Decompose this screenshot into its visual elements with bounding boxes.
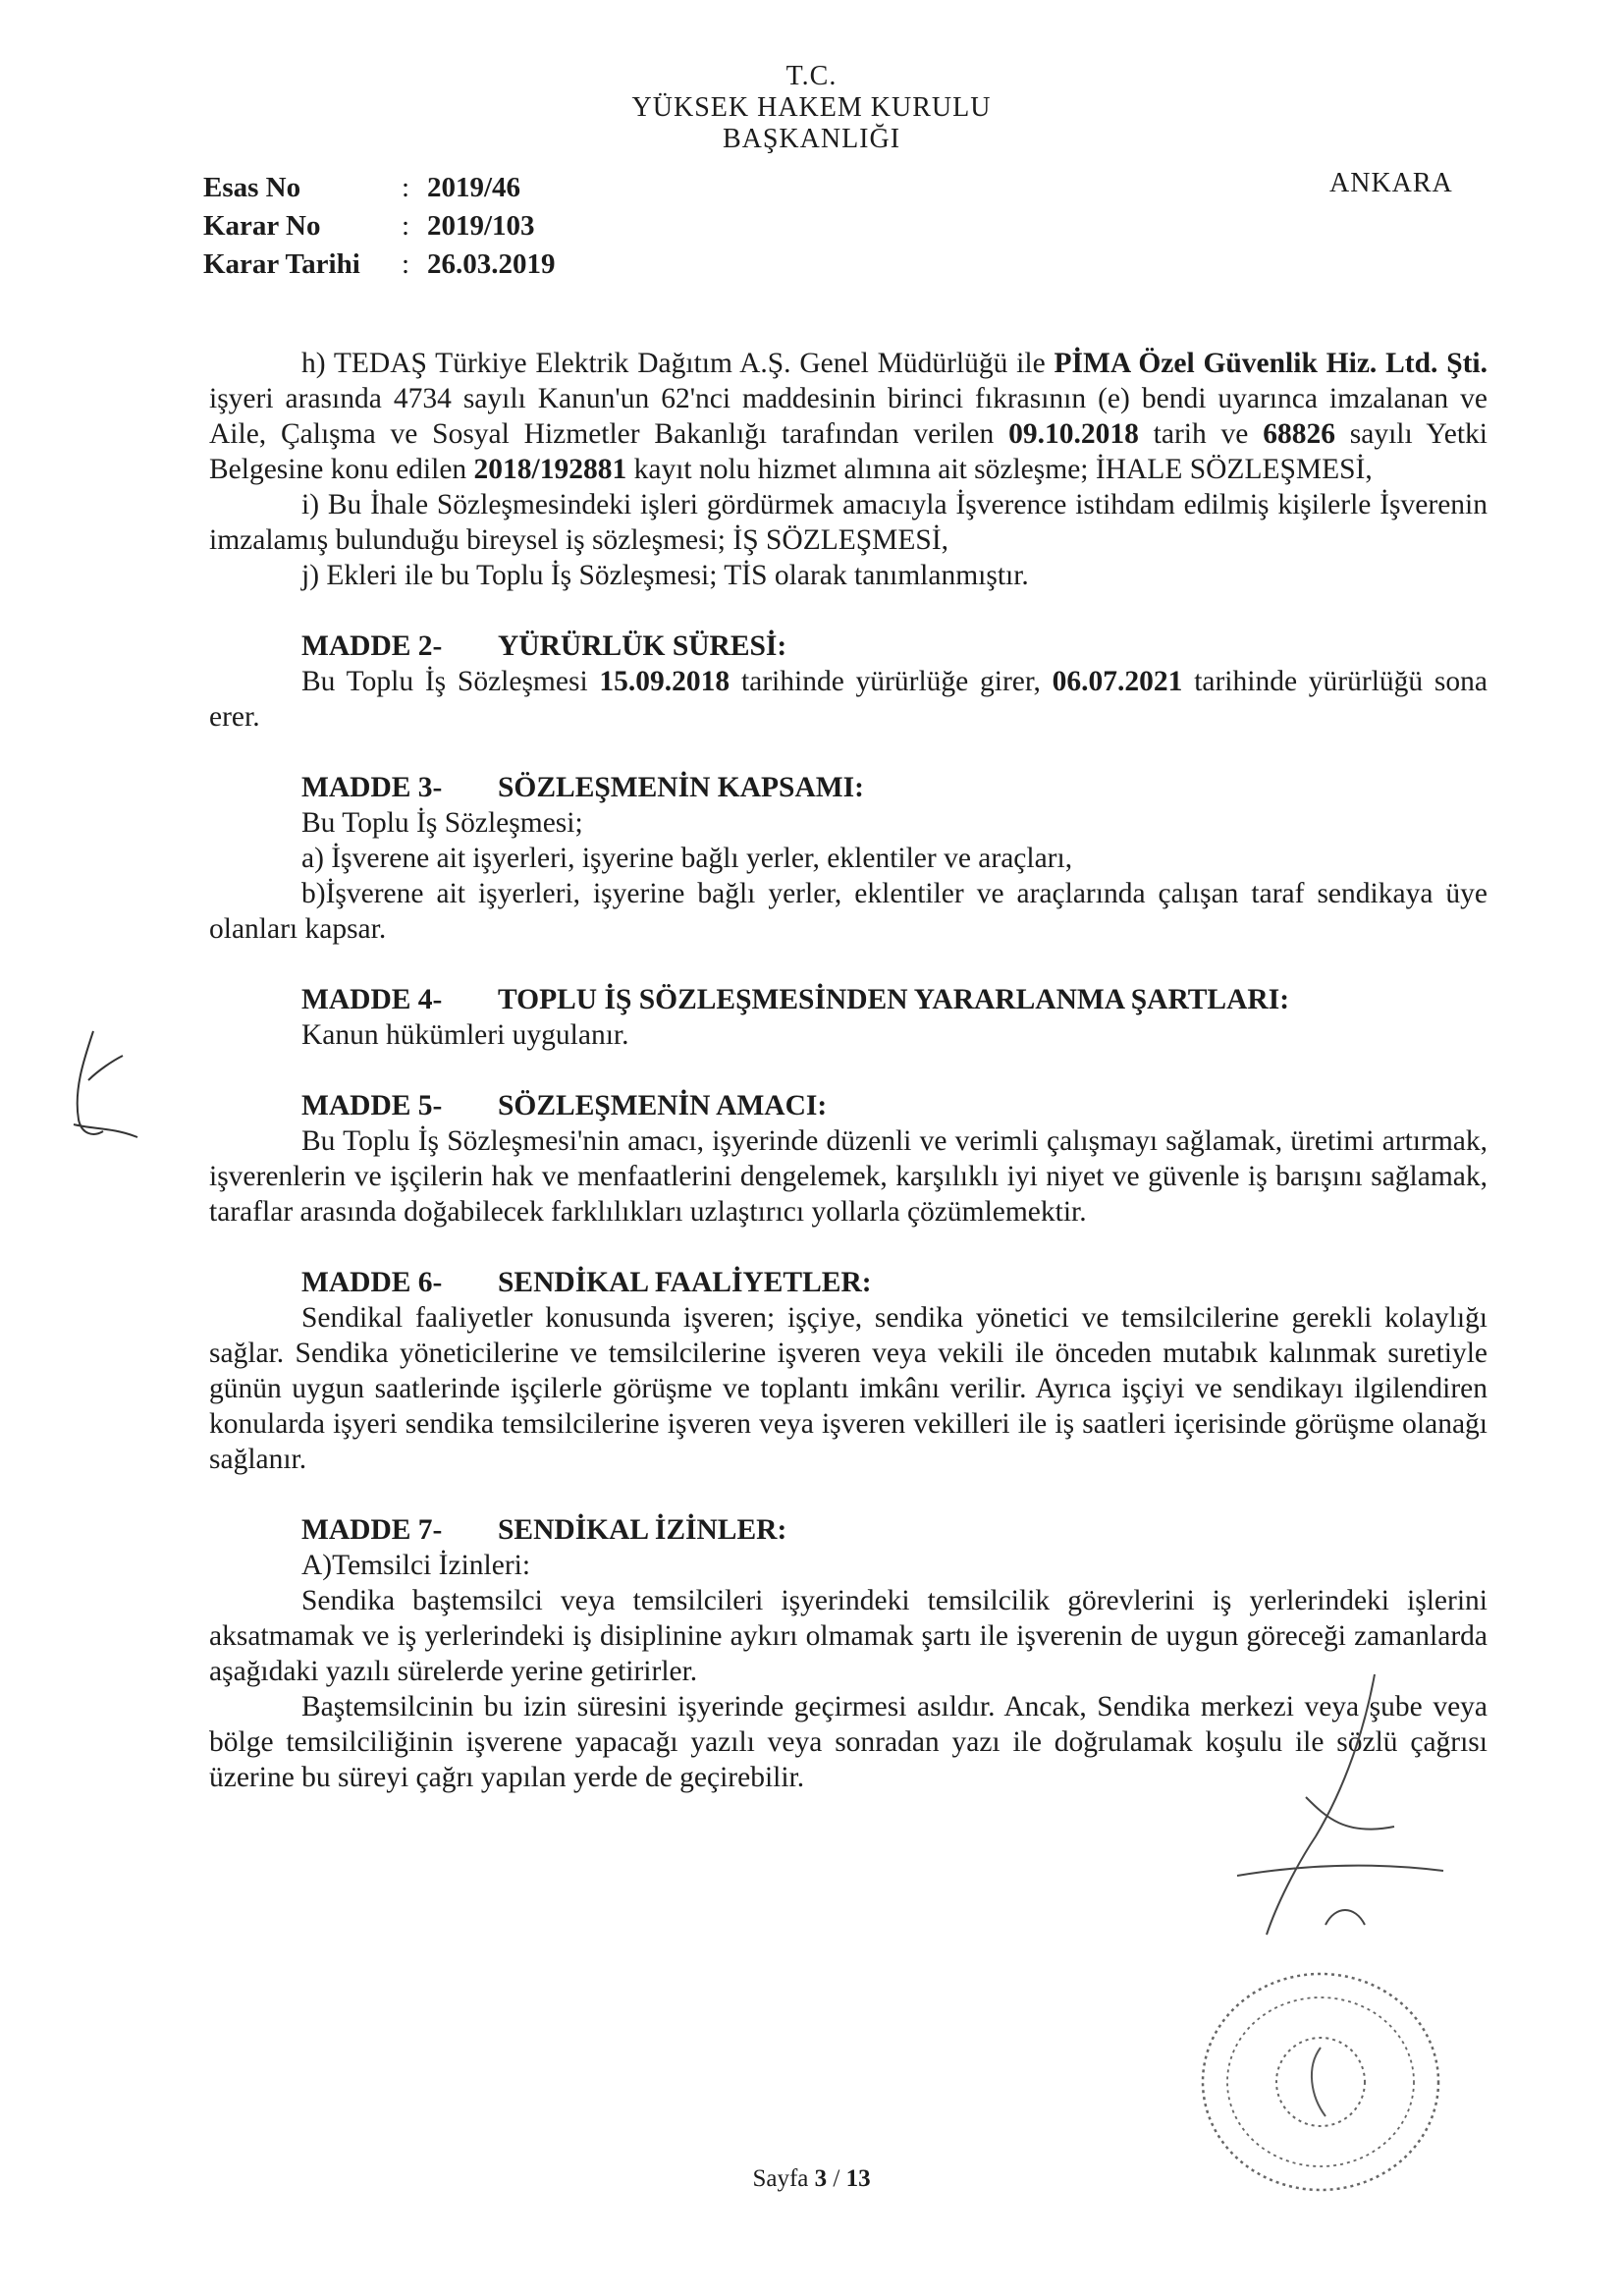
- article-title: SÖZLEŞMENİN KAPSAMI:: [498, 772, 864, 803]
- article-2-heading: [209, 629, 1488, 664]
- case-meta: [203, 169, 694, 284]
- meta-colon: :: [402, 172, 410, 203]
- text-run: Bu Toplu İş Sözleşmesi: [301, 666, 600, 697]
- text-run: h) TEDAŞ Türkiye Elektrik Dağıtım A.Ş. Genel Müdürlüğü ile: [301, 348, 1055, 379]
- header-city: ANKARA: [1329, 168, 1453, 198]
- meta-row-karar: [203, 207, 694, 246]
- header-institution: YÜKSEK HAKEM KURULU: [631, 92, 992, 123]
- text-run: kayıt nolu hizmet alımına ait sözleşme; İHALE SÖZLEŞMESİ,: [626, 454, 1373, 485]
- text-run: sayılı Yetki Belgesine konu edilen: [209, 418, 1488, 485]
- article-number: MADDE 7-: [301, 1514, 443, 1546]
- page-total: 13: [845, 2165, 871, 2192]
- page-label: Sayfa: [752, 2165, 815, 2192]
- article-7-text: Baştemsilcinin bu izin süresini işyerinde geçirmesi asıldır. Ancak, Sendika merkezi veya şube veya bölge temsilciliğinin işverene yapacağı yazılı veya sonradan yazı ile doğrulamak koşulu ile sözlü çağrısı üzerine bu süreyi çağrı yapılan yerde de geçirebilir.: [209, 1691, 1488, 1793]
- page-number: 3: [814, 2165, 828, 2192]
- article-title: YÜRÜRLÜK SÜRESİ:: [498, 630, 787, 662]
- article-number: MADDE 6-: [301, 1267, 443, 1298]
- document-body: [209, 346, 1488, 1795]
- paragraph-h: [209, 346, 1488, 487]
- meta-value: 2019/46: [427, 172, 521, 203]
- text-run: tarihinde yürürlüğe girer,: [730, 666, 1053, 697]
- meta-label: Karar Tarihi: [203, 248, 360, 280]
- article-4-heading: [209, 982, 1488, 1017]
- article-7-heading: [209, 1512, 1488, 1548]
- article-5-heading: [209, 1088, 1488, 1123]
- article-3-line: b)İşverene ait işyerleri, işyerine bağlı yerler, eklentiler ve araçlarında çalışan taraf sendikaya üye olanları kapsar.: [209, 878, 1488, 945]
- article-6-text: Sendikal faaliyetler konusunda işveren; işçiye, sendika yönetici ve temsilcilerine gerekli kolaylığı sağlar. Sendika yöneticilerine ve temsilcilerine işveren veya vekili ile önceden mutabık kalınmak suretiyle günün uygun saatlerinde işçilerle görüşme ve toplantı imkânı verilir. Ayrıca işçiyi ve sendikayı ilgilendiren konularda işyeri sendika temsilcilerine işveren veya işveren vekilleri ile iş saatleri içerisinde görüşme olanağı sağlanır.: [209, 1302, 1488, 1475]
- meta-colon: :: [402, 248, 410, 280]
- page-separator: /: [827, 2165, 846, 2192]
- text-run: işyeri arasında 4734 sayılı Kanun'un 62'nci maddesinin birinci fıkrasının (e) bendi uyarınca imzalanan ve Aile, Çalışma ve Sosyal Hizmetler Bakanlığı tarafından verilen: [209, 383, 1488, 450]
- article-7-subheading: A)Temsilci İzinleri:: [301, 1550, 531, 1581]
- header-tc: T.C.: [785, 61, 838, 91]
- article-3-line: Bu Toplu İş Sözleşmesi;: [301, 807, 583, 839]
- start-date: 15.09.2018: [599, 666, 730, 697]
- page-footer: [0, 2165, 1623, 2193]
- meta-row-esas: [203, 169, 694, 207]
- registry-number: 2018/192881: [473, 454, 627, 485]
- header-presidency: BAŞKANLIĞI: [722, 124, 901, 154]
- paragraph-j: j) Ekleri ile bu Toplu İş Sözleşmesi; TİS olarak tanımlanmıştır.: [301, 560, 1029, 591]
- article-number: MADDE 3-: [301, 772, 443, 803]
- article-4-text: Kanun hükümleri uygulanır.: [301, 1019, 629, 1051]
- article-title: TOPLU İŞ SÖZLEŞMESİNDEN YARARLANMA ŞARTLARI:: [498, 984, 1290, 1015]
- authority-number: 68826: [1263, 418, 1335, 450]
- authority-date: 09.10.2018: [1008, 418, 1139, 450]
- signature: [1198, 1669, 1473, 2003]
- article-number: MADDE 4-: [301, 984, 443, 1015]
- end-date: 06.07.2021: [1052, 666, 1183, 697]
- article-3-line: a) İşverene ait işyerleri, işyerine bağlı yerler, eklentiler ve araçları,: [301, 843, 1073, 874]
- meta-label: Karar No: [203, 210, 321, 242]
- article-6-heading: [209, 1265, 1488, 1300]
- meta-value: 2019/103: [427, 210, 535, 242]
- article-title: SENDİKAL FAALİYETLER:: [498, 1267, 872, 1298]
- meta-colon: :: [402, 210, 410, 242]
- meta-value: 26.03.2019: [427, 248, 556, 280]
- company-name: PİMA Özel Güvenlik Hiz. Ltd. Şti.: [1054, 348, 1488, 379]
- meta-label: Esas No: [203, 172, 301, 203]
- article-number: MADDE 5-: [301, 1090, 443, 1121]
- text-run: tarihinde yürürlüğü sona erer.: [209, 666, 1488, 733]
- article-number: MADDE 2-: [301, 630, 443, 662]
- article-2-text: [209, 664, 1488, 735]
- article-title: SENDİKAL İZİNLER:: [498, 1514, 787, 1546]
- meta-row-karar-tarihi: [203, 246, 694, 284]
- paragraph-i: i) Bu İhale Sözleşmesindeki işleri gördürmek amacıyla İşverence istihdam edilmiş kişilerle İşverenin imzalamış bulunduğu bireysel iş sözleşmesi; İŞ SÖZLEŞMESİ,: [209, 489, 1488, 556]
- handwritten-initials: [54, 1021, 142, 1149]
- article-3-heading: [209, 770, 1488, 805]
- text-run: tarih ve: [1138, 418, 1264, 450]
- article-5-text: Bu Toplu İş Sözleşmesi'nin amacı, işyerinde düzenli ve verimli çalışmayı sağlamak, üretimi artırmak, işverenlerin ve işçilerin hak ve menfaatlerini dengelemek, karşılıklı iyi niyet ve güvenle iş barışını sağlamak, taraflar arasında doğabilecek farklılıkları uzlaştırıcı yollarla çözümlemektir.: [209, 1125, 1488, 1228]
- article-title: SÖZLEŞMENİN AMACI:: [498, 1090, 828, 1121]
- article-7-text: Sendika baştemsilci veya temsilcileri işyerindeki temsilcilik görevlerini iş yerlerindeki işlerini aksatmamak ve iş yerlerindeki iş disiplinine aykırı olmamak şartı ile işverenin de uygun göreceği zamanlarda aşağıdaki yazılı sürelerde yerine getirirler.: [209, 1585, 1488, 1687]
